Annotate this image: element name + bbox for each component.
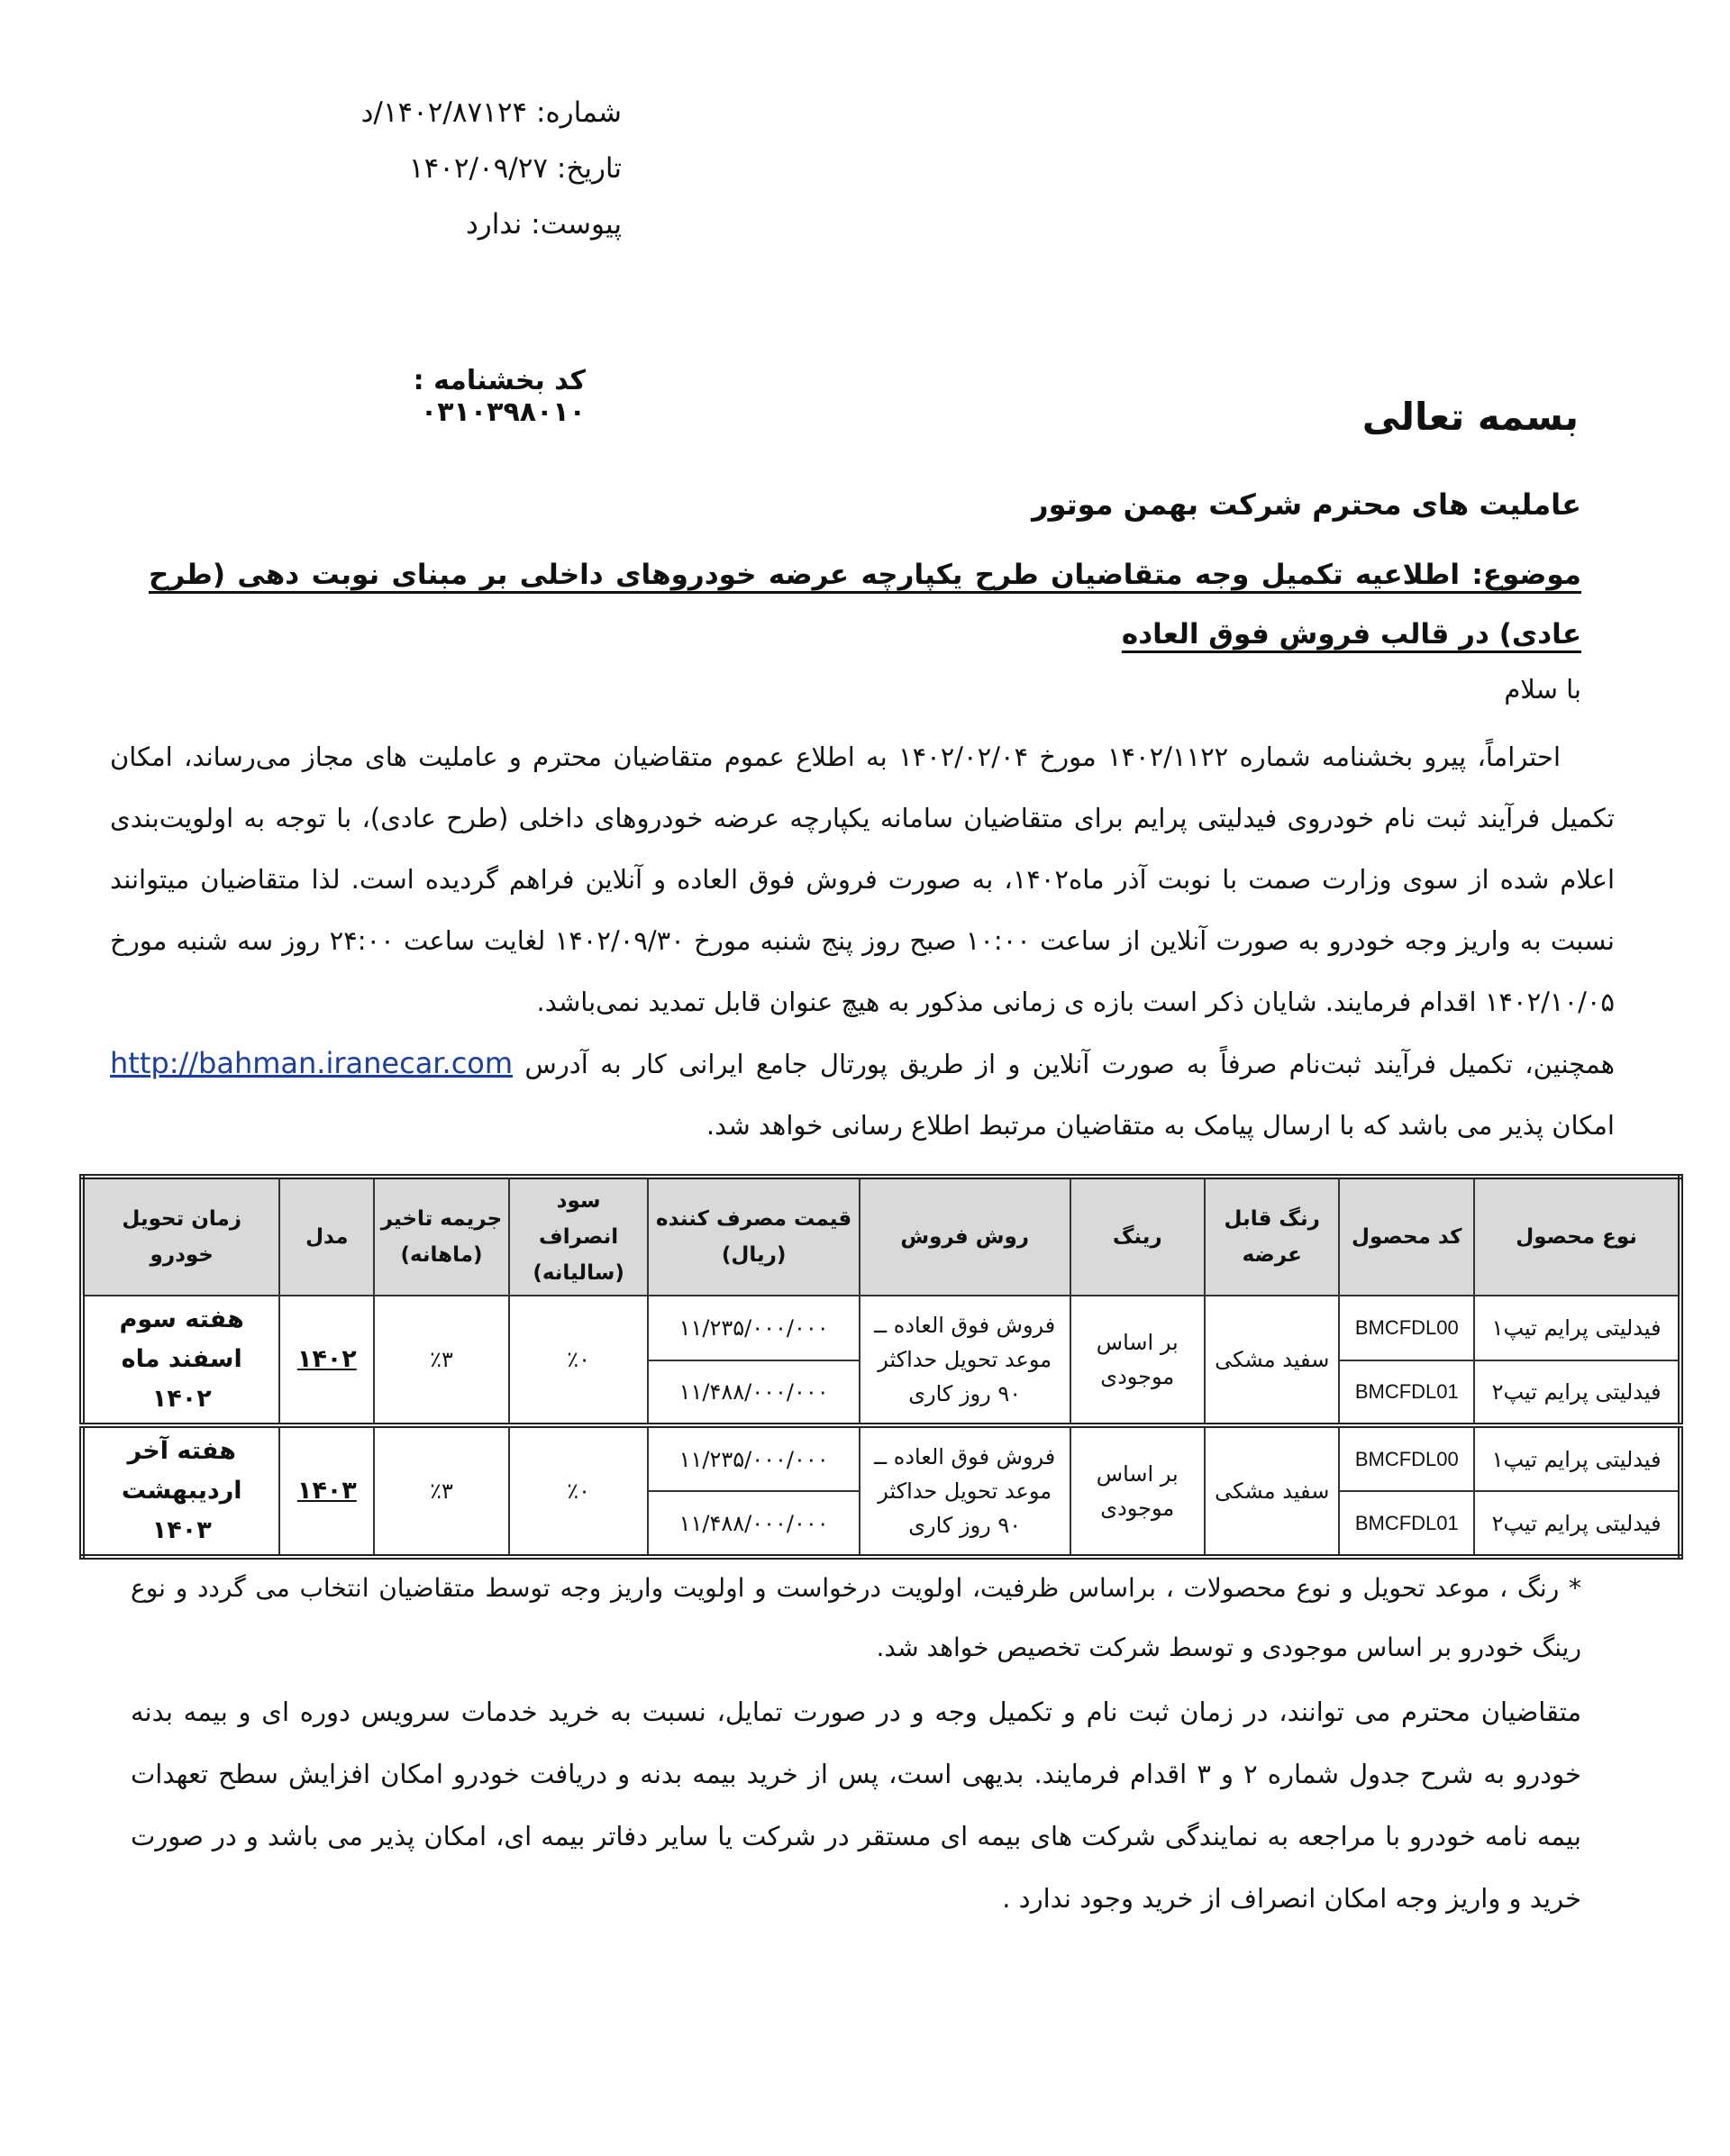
table-row [82,1425,1680,1491]
paragraph-3: متقاضیان محترم می توانند، در زمان ثبت نام و تکمیل وجه و در صورت تمایل، نسبت به خرید خدمات سرویس دوره ای و بیمه بدنه خودرو به شرح جدول شماره ۲ و ۳ اقدام فرمایند. بدیهی است، پس از خرید بیمه بدنه و دریافت خودرو امکان افزایش سطح تعهدات بیمه نامه خودرو با مراجعه به نمایندگی شرکت های بیمه ای مستقر در شرکت یا سایر دفاتر بیمه ای، امکان پذیر می باشد و در صورت خرید و واریز وجه امکان انصراف از خرید وجود ندارد . [131,1697,1581,1914]
portal-link[interactable]: http://bahman.iranecar.com [110,1046,514,1080]
paragraph-2-end: امکان پذیر می باشد که با ارسال پیامک به متقاضیان مرتبط اطلاع رسانی خواهد شد. [706,1110,1615,1141]
cell-price: ۱۱/۴۸۸/۰۰۰/۰۰۰ [648,1491,859,1557]
table-row [82,1296,1680,1360]
cell-delivery: هفته آخر اردیبهشت ۱۴۰۳ [82,1425,279,1557]
header-delivery: زمان تحویل خودرو [82,1177,279,1296]
paragraph-2-start: همچنین، تکمیل فرآیند ثبت‌نام صرفاً به صورت آنلاین و از طریق پورتال جامع ایرانی کار به آدرس [524,1049,1616,1079]
product-table [79,1174,1683,1560]
circular-code: کد بخشنامه : ۰۳۱۰۳۹۸۰۱۰ [413,365,586,428]
subject-text: موضوع: اطلاعیه تکمیل وجه متقاضیان طرح یکپارچه عرضه خودروهای داخلی بر مبنای نوبت دهی (طرح عادی) در قالب فروش فوق العاده [149,559,1581,650]
paragraph-1: احتراماً، پیرو بخشنامه شماره ۱۴۰۲/۱۱۲۲ مورخ ۱۴۰۲/۰۲/۰۴ به اطلاع عموم متقاضیان محترم و عاملیت های مجاز می‌رساند، امکان تکمیل فرآیند ثبت نام خودروی فیدلیتی پرایم برای متقاضیان سامانه یکپارچه عرضه خودروهای داخلی (طرح عادی)، با توجه به اولویت‌بندی اعلام شده از سوی وزارت صمت با نوبت آذر ماه۱۴۰۲، به صورت فروش فوق العاده و آنلاین فراهم گردیده است. لذا متقاضیان میتوانند نسبت به واریز وجه خودرو به صورت آنلاین از ساعت ۱۰:۰۰ صبح روز پنج شنبه مورخ ۱۴۰۲/۰۹/۳۰ لغایت ساعت ۲۴:۰۰ روز سه شنبه مورخ ۱۴۰۲/۱۰/۰۵ اقدام فرمایند. شایان ذکر است بازه ی زمانی مذکور به هیچ عنوان قابل تمدید نمی‌باشد. [110,741,1616,1017]
cell-delivery: هفته سوم اسفند ماه ۱۴۰۲ [82,1296,279,1425]
cell-price: ۱۱/۴۸۸/۰۰۰/۰۰۰ [648,1360,859,1425]
greeting: با سلام [1504,674,1581,705]
header-color: رنگ قابل عرضه [1205,1177,1339,1296]
cell-sale-method: فروش فوق العاده ــ موعد تحویل حداکثر ۹۰ روز کاری [860,1425,1070,1557]
model-value: ۱۴۰۲ [296,1345,357,1373]
subject [149,545,1581,664]
besmeh-heading: بسمه تعالی [1361,395,1579,439]
paragraph-2 [110,1033,1615,1156]
cell-price: ۱۱/۲۳۵/۰۰۰/۰۰۰ [648,1425,859,1491]
header-code: کد محصول [1339,1177,1474,1296]
cell-rim: بر اساس موجودی [1070,1425,1206,1557]
model-value: ۱۴۰۳ [296,1477,357,1505]
header-delay-penalty: جریمه تاخیر (ماهانه) [374,1177,509,1296]
table-footnote: * رنگ ، موعد تحویل و نوع محصولات ، براساس ظرفیت، اولویت درخواست و اولویت واریز وجه توسط متقاضیان انتخاب می گردد و نوع رینگ خودرو بر اساس موجودی و توسط شرکت تخصیص خواهد شد. [131,1573,1581,1662]
header-rim: رینگ [1070,1177,1206,1296]
header-model: مدل [279,1177,374,1296]
cell-product: فیدلیتی پرایم تیپ۲ [1474,1360,1680,1425]
cell-code: BMCFDL01 [1339,1360,1474,1425]
cell-price: ۱۱/۲۳۵/۰۰۰/۰۰۰ [648,1296,859,1360]
cell-product: فیدلیتی پرایم تیپ۲ [1474,1491,1680,1557]
header-cancel-profit: سود انصراف (سالیانه) [509,1177,649,1296]
header-sale-method: روش فروش [860,1177,1070,1296]
header-price: قیمت مصرف کننده (ریال) [648,1177,859,1296]
cell-delay-penalty: ٪۳ [374,1296,509,1425]
addressee: عاملیت های محترم شرکت بهمن موتور [1032,487,1581,522]
table-header-row [82,1177,1680,1296]
header-product: نوع محصول [1474,1177,1680,1296]
cell-color: سفید مشکی [1205,1296,1339,1425]
cell-sale-method: فروش فوق العاده ــ موعد تحویل حداکثر ۹۰ روز کاری [860,1296,1070,1425]
cell-color: سفید مشکی [1205,1425,1339,1557]
cell-delay-penalty: ٪۳ [374,1425,509,1557]
cell-code: BMCFDL00 [1339,1425,1474,1491]
cell-cancel-profit: ٪۰ [509,1296,649,1425]
cell-model [279,1296,374,1425]
letter-attachment: پیوست: ندارد [466,208,622,241]
cell-product: فیدلیتی پرایم تیپ۱ [1474,1425,1680,1491]
cell-model [279,1425,374,1557]
cell-cancel-profit: ٪۰ [509,1425,649,1557]
letter-date: تاریخ: ۱۴۰۲/۰۹/۲۷ [408,152,622,185]
cell-code: BMCFDL01 [1339,1491,1474,1557]
cell-code: BMCFDL00 [1339,1296,1474,1360]
cell-rim: بر اساس موجودی [1070,1296,1206,1425]
cell-product: فیدلیتی پرایم تیپ۱ [1474,1296,1680,1360]
letter-number: شماره: ۱۴۰۲/۸۷۱۲۴/د [360,96,622,129]
